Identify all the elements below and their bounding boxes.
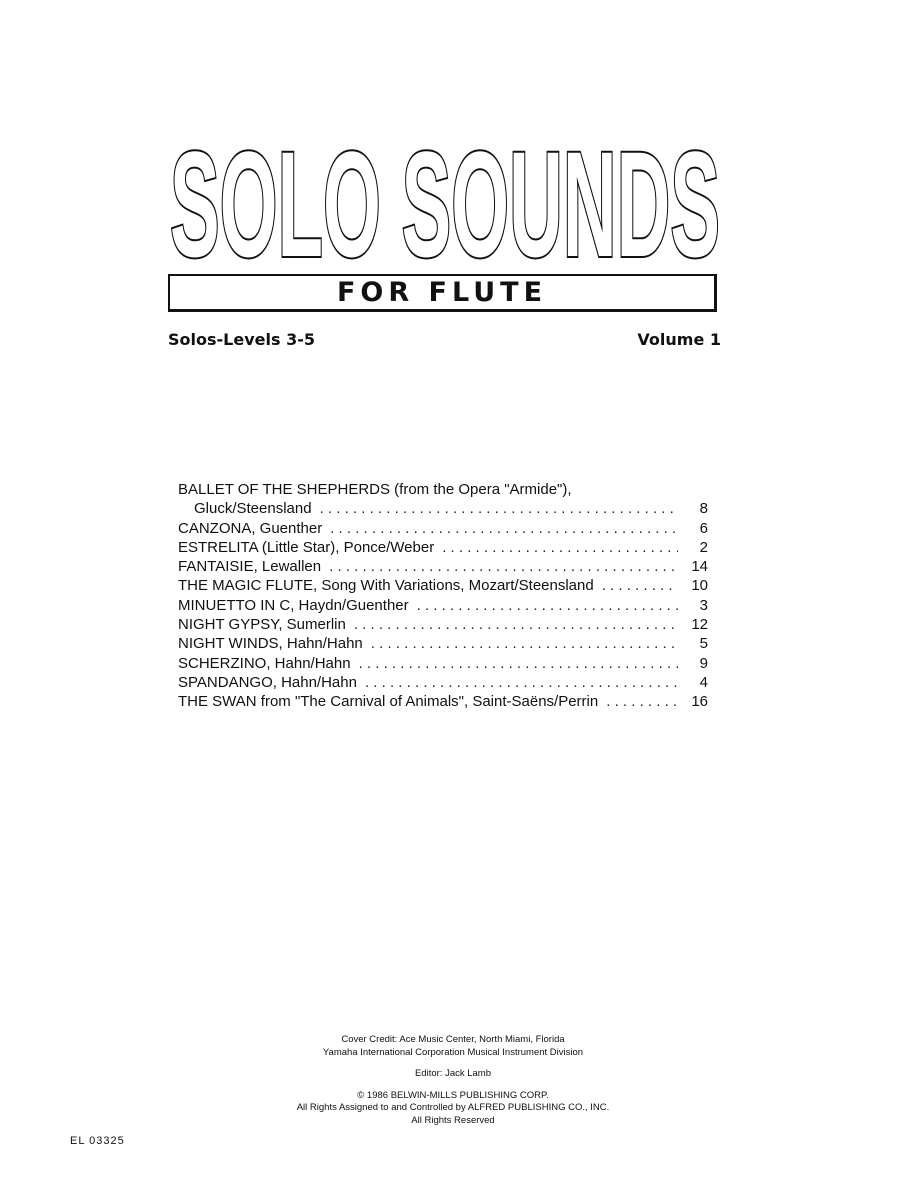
toc-entry bbox=[178, 615, 708, 634]
toc-entry bbox=[178, 499, 708, 518]
dot-leader bbox=[602, 576, 678, 595]
dot-leader bbox=[365, 673, 678, 692]
credits bbox=[270, 1034, 636, 1127]
toc-entry bbox=[178, 654, 708, 673]
toc-page-number: 6 bbox=[699, 519, 708, 537]
toc-page-number: 5 bbox=[699, 635, 708, 653]
spacer bbox=[270, 1059, 636, 1068]
copyright-line: All Rights Reserved bbox=[411, 1114, 495, 1126]
toc-entry bbox=[178, 480, 708, 499]
dot-leader bbox=[442, 538, 678, 557]
toc-entry bbox=[178, 673, 708, 692]
toc-page-number: 8 bbox=[699, 500, 708, 518]
toc-entry-title: THE MAGIC FLUTE, Song With Variations, Mozart/Steensland bbox=[178, 577, 594, 595]
toc-entry-title: MINUETTO IN C, Haydn/Guenther bbox=[178, 596, 409, 614]
toc-entry-title: NIGHT GYPSY, Sumerlin bbox=[178, 616, 346, 634]
toc-entry-title: BALLET OF THE SHEPHERDS (from the Opera "Armide"), bbox=[178, 481, 572, 498]
cover-credit-line: Cover Credit: Ace Music Center, North Miami, Florida bbox=[341, 1034, 565, 1045]
dot-leader bbox=[606, 692, 678, 711]
toc-page-number: 12 bbox=[691, 616, 708, 634]
levels-label: Solos-Levels 3-5 bbox=[168, 330, 315, 349]
spacer bbox=[270, 1081, 636, 1090]
toc-entry-title: THE SWAN from "The Carnival of Animals", Saint-Saëns/Perrin bbox=[178, 693, 599, 711]
page-title: SOLO SOUNDS bbox=[170, 128, 720, 268]
toc-entry-title: SCHERZINO, Hahn/Hahn bbox=[178, 654, 351, 672]
toc-entry bbox=[178, 538, 708, 557]
toc-entry bbox=[178, 576, 708, 595]
toc-entry-title: FANTAISIE, Lewallen bbox=[178, 558, 322, 576]
dot-leader bbox=[330, 519, 678, 538]
toc-entry-title: CANZONA, Guenther bbox=[178, 519, 323, 537]
toc-page-number: 3 bbox=[699, 596, 708, 614]
toc-entry bbox=[178, 557, 708, 576]
toc-page-number: 10 bbox=[691, 577, 708, 595]
cover-credit-line: Yamaha International Corporation Musical Instrument Division bbox=[322, 1046, 584, 1058]
toc-page-number: 4 bbox=[699, 673, 708, 691]
dot-leader bbox=[329, 557, 678, 576]
catalog-number: EL 03325 bbox=[70, 1135, 125, 1147]
dot-leader bbox=[417, 596, 678, 615]
toc-page-number: 2 bbox=[699, 538, 708, 556]
copyright-line: © 1986 BELWIN-MILLS PUBLISHING CORP. bbox=[357, 1089, 549, 1101]
toc-entry bbox=[178, 596, 708, 615]
toc-entry-title: Gluck/Steensland bbox=[194, 500, 312, 518]
toc-entry bbox=[178, 692, 708, 711]
subtitle: FOR FLUTE bbox=[336, 277, 548, 308]
toc-page-number: 16 bbox=[691, 693, 708, 711]
volume-label: Volume 1 bbox=[637, 330, 721, 349]
table-of-contents bbox=[178, 480, 708, 712]
toc-entry-title: SPANDANGO, Hahn/Hahn bbox=[178, 673, 357, 691]
dot-leader bbox=[354, 615, 678, 634]
toc-page-number: 9 bbox=[699, 654, 708, 672]
toc-entry-title: NIGHT WINDS, Hahn/Hahn bbox=[178, 635, 363, 653]
toc-entry bbox=[178, 519, 708, 538]
title-logo-graphic bbox=[165, 128, 725, 268]
toc-entry bbox=[178, 634, 708, 653]
subtitle-box bbox=[168, 274, 717, 312]
toc-entry-title: ESTRELITA (Little Star), Ponce/Weber bbox=[178, 538, 435, 556]
title-logo bbox=[165, 128, 725, 268]
dot-leader bbox=[320, 499, 678, 518]
editor-credit: Editor: Jack Lamb bbox=[414, 1068, 492, 1079]
dot-leader bbox=[371, 634, 678, 653]
toc-page-number: 14 bbox=[691, 558, 708, 576]
copyright-line: All Rights Assigned to and Controlled by ALFRED PUBLISHING CO., INC. bbox=[296, 1102, 610, 1113]
volume-info bbox=[168, 330, 721, 349]
dot-leader bbox=[359, 654, 678, 673]
